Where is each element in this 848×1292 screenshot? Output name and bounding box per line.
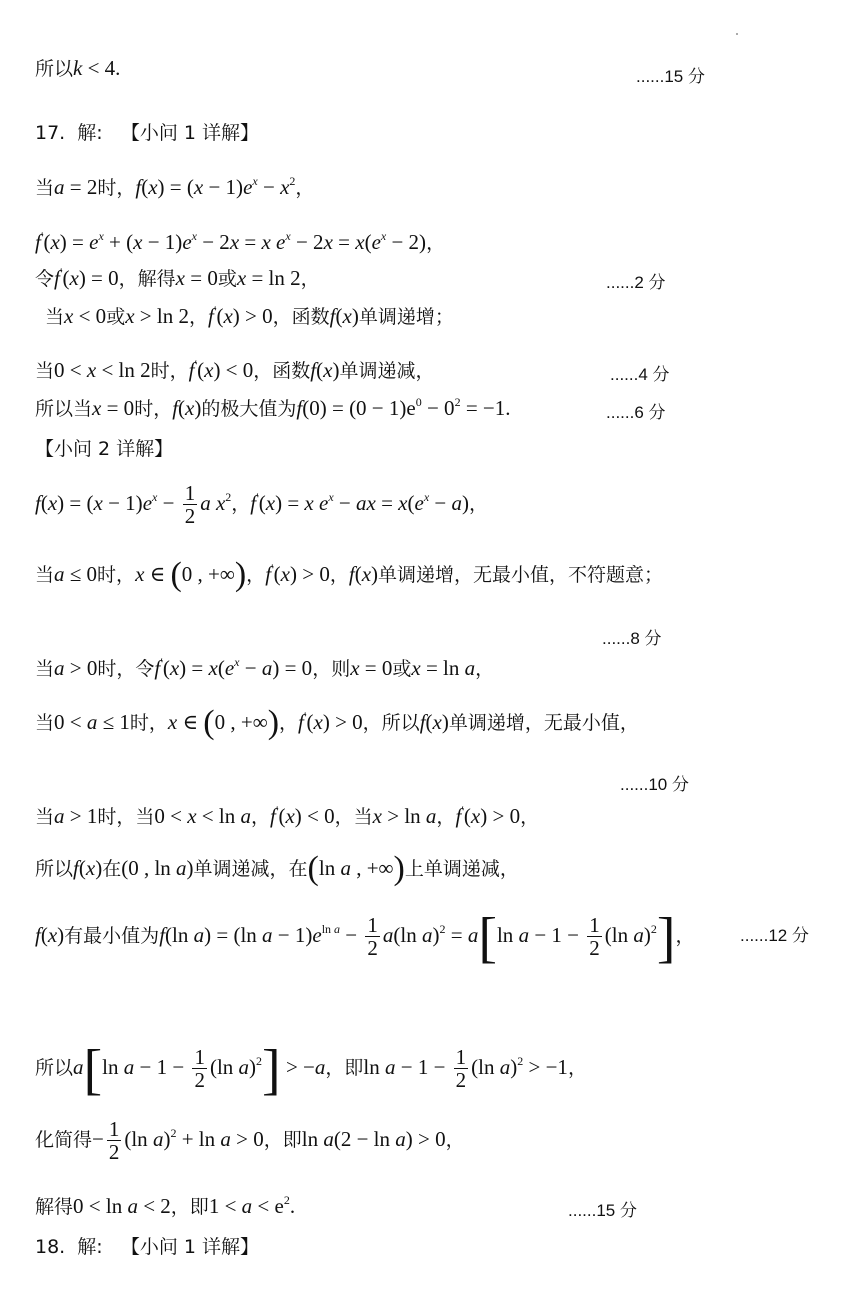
math-line: 化简得− $\frac{1}{2}$ (ln a)$^2$ + ln a > 0，即ln a(2 − ln a) > 0， [35,1117,465,1165]
math-line: 所以k < 4. [35,56,121,80]
math-line: 当x < 0或x > ln 2，f′(x) > 0，函数f(x)单调递增； [45,303,454,328]
score-mark: ......10 分 [620,775,689,794]
score-mark: ......8 分 [602,629,662,648]
score-mark: ......2 分 [606,273,666,292]
math-line: 令f′(x) = 0，解得x = 0或x = ln 2， [35,265,320,290]
math-line: 所以当x = 0时，f(x)的极大值为$f(0) = (0 - 1)e^0 - 0^2 = -1$. [35,395,511,420]
math-line: 当a ≤ 0时，x ∈ (0 , +∞)，f′(x) > 0，f(x)单调递增，无最小值，不符题意； [35,556,664,593]
math-line: $f'(x) = e^x + (x - 1)e^x - 2x = x$ $e^x - 2x = x(e^x - 2)$， [35,229,446,254]
problem-heading: 18. 解: 【小问 1 详解】 [35,1236,259,1258]
sub-heading: 【小问 2 详解】 [35,438,174,460]
score-mark: ......4 分 [610,365,670,384]
problem-heading: 17. 解: 【小问 1 详解】 [35,122,259,144]
math-line: 当a = 2时，$f(x) = (x - 1)e^x - x^2$， [35,174,315,199]
math-line: 所以f(x)在(0 , ln a)单调递减，在(ln a , +∞)上单调递减， [35,850,519,887]
math-line: 当0 < x < ln 2时，f′(x) < 0，函数f(x)单调递减， [35,357,435,382]
score-mark: ......15 分 [636,67,705,86]
score-mark: ......12 分 [740,926,809,945]
math-line: f(x)有最小值为f(ln a) = (ln $a - 1)e^{ln a}$ − $\frac{1}{2}$ a(ln a)$^2$ = a[ln a − 1 − $\frac{1}{2}$ (ln a)$^2$]， [35,907,695,969]
math-line: 当a > 1时，当0 < x < ln a，f′(x) < 0，当x > ln a，f′(x) > 0， [35,803,540,828]
math-line: 当0 < a ≤ 1时，x ∈ (0 , +∞)，f′(x) > 0，所以f(x)单调递增，无最小值， [35,704,639,741]
math-line: 解得0 < ln a < 2，即$1 < a < e^2$. [35,1193,296,1218]
math-line: $f(x) = (x - 1)e^x$ − $\frac{1}{2}$ a $x^2$，f′(x) = x $e^x$ − ax = $x(e^x - a)$， [35,481,489,529]
score-mark: ......15 分 [568,1201,637,1220]
corner-mark [736,33,738,35]
math-line: 当a > 0时，令$f'(x) = x(e^x - a) = 0$，则x = 0或x = ln a， [35,655,495,680]
score-mark: ......6 分 [606,403,666,422]
math-line: 所以a[ln a − 1 − $\frac{1}{2}$ (ln a)$^2$] > −a，即ln a − 1 − $\frac{1}{2}$ (ln a)$^2$ > −1， [35,1039,587,1101]
